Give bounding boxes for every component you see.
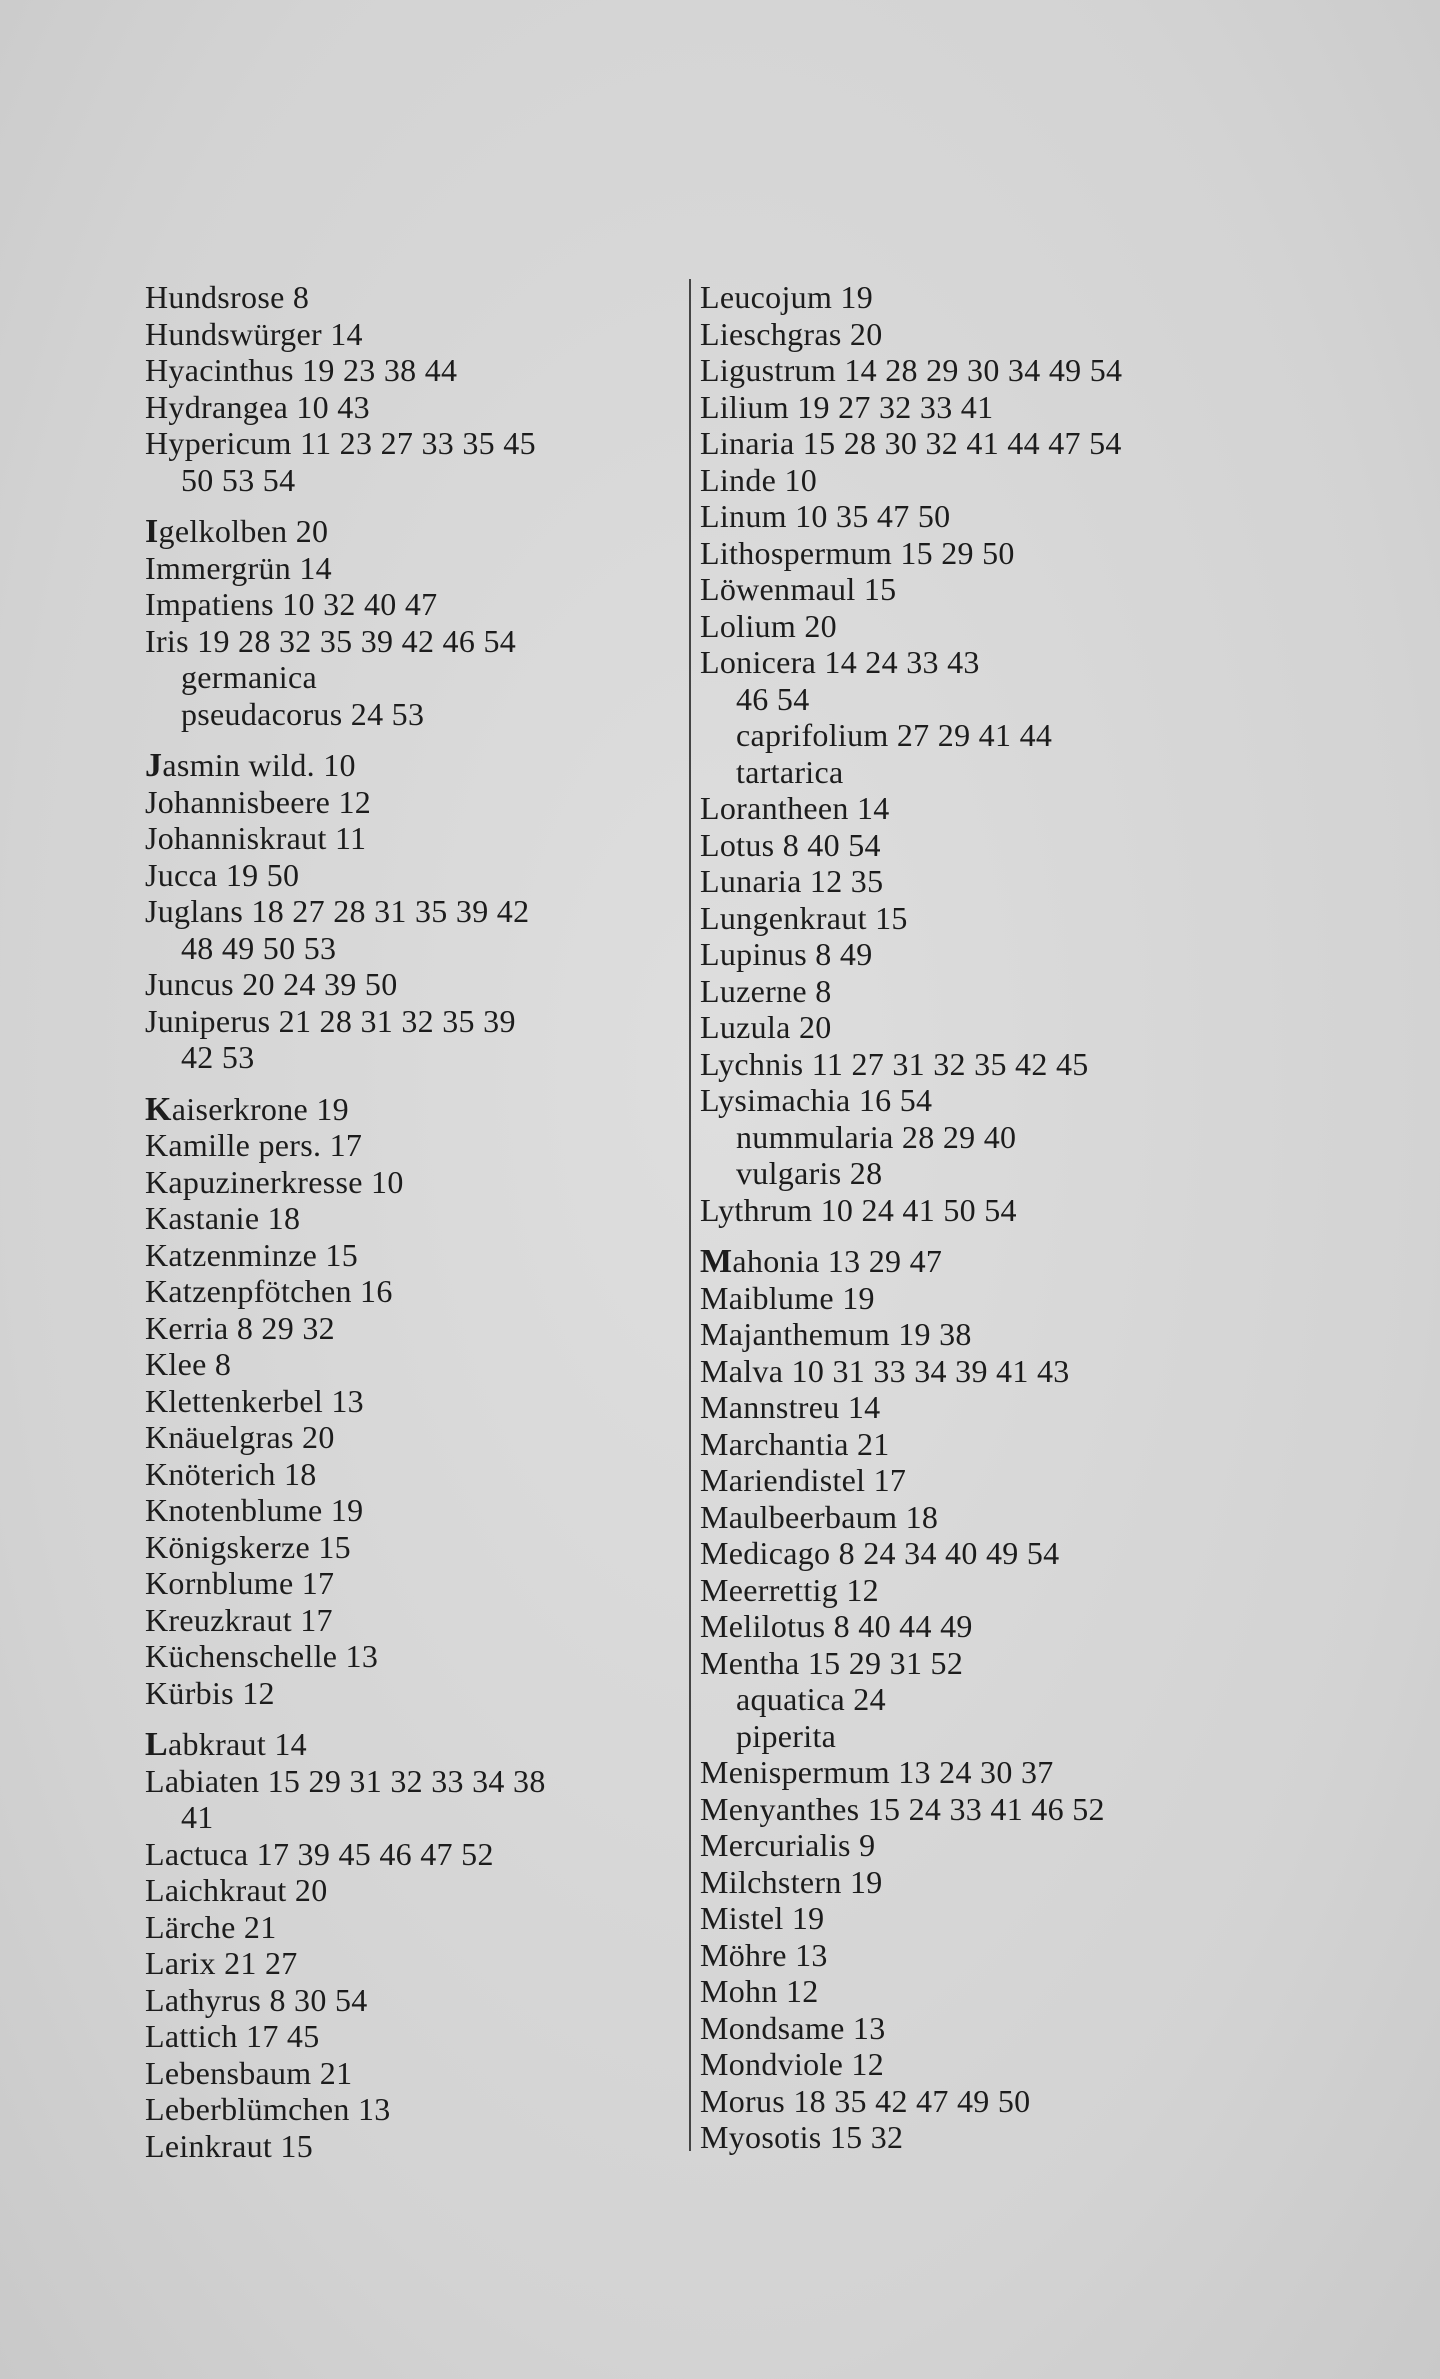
index-subentry [145,1799,685,1836]
entry-text: nummularia 28 29 40 [736,1118,1017,1155]
index-entry [700,462,1260,499]
index-entry [700,1937,1260,1974]
index-entry [700,1791,1260,1828]
entry-text: Melilotus 8 40 44 49 [700,1608,973,1644]
index-subentry [700,1718,1260,1755]
index-entry [145,2091,685,2128]
entry-text: aquatica 24 [736,1681,886,1717]
entry-text: Larix 21 27 [145,1945,298,1981]
entry-text: Morus 18 35 42 47 49 50 [700,2082,1031,2119]
index-entry [145,1602,685,1639]
index-entry [700,1280,1260,1317]
entry-text: 41 [181,1799,214,1835]
index-entry [145,1675,685,1712]
index-entry [145,316,685,353]
entry-text: Hundsrose 8 [145,279,310,315]
index-entry [145,747,685,784]
index-entry [145,1565,685,1602]
entry-text: Mercurialis 9 [700,1827,876,1863]
index-entry [700,389,1260,426]
entry-text: Lorantheen 14 [700,790,890,826]
entry-text: piperita [736,1717,837,1754]
entry-text: Juniperus 21 28 31 32 35 39 [145,1002,516,1039]
index-subentry [700,1119,1260,1156]
entry-text: Leucojum 19 [700,279,874,315]
entry-text: Lattich 17 45 [145,2018,320,2054]
index-entry [145,352,685,389]
entry-text: Lathyrus 8 30 54 [145,1981,368,2018]
index-entry [145,1909,685,1946]
index-entry [700,1243,1260,1280]
index-entry [145,820,685,857]
entry-text: gelkolben 20 [158,513,329,549]
entry-text: Mistel 19 [700,1900,825,1936]
entry-text: Johanniskraut 11 [145,820,367,856]
entry-text: Kastanie 18 [145,1200,301,1236]
index-subentry [700,1155,1260,1192]
index-entry [700,1754,1260,1791]
entry-text: Leinkraut 15 [145,2127,313,2164]
entry-text: asmin wild. 10 [162,747,356,783]
index-subentry [145,659,685,696]
index-subentry [145,462,685,499]
index-entry [145,2018,685,2055]
entry-text: Kreuzkraut 17 [145,1601,333,1638]
entry-text: Mannstreu 14 [700,1389,881,1425]
entry-text: Lungenkraut 15 [700,899,908,936]
entry-text: Katzenpfötchen 16 [145,1273,393,1309]
entry-text: 48 49 50 53 [181,929,337,966]
entry-text: Iris 19 28 32 35 39 42 46 54 [145,622,517,659]
index-entry [700,1316,1260,1353]
entry-text: Lotus 8 40 54 [700,826,881,863]
entry-text: Kerria 8 29 32 [145,1309,335,1346]
entry-text: Leberblümchen 13 [145,2091,391,2127]
index-entry [145,1091,685,1128]
entry-text: Majanthemum 19 38 [700,1316,972,1352]
index-entry [700,973,1260,1010]
index-entry [145,1982,685,2019]
entry-text: Ligustrum 14 28 29 30 34 49 54 [700,352,1123,388]
entry-text: Lebensbaum 21 [145,2054,353,2091]
index-entry [700,1645,1260,1682]
entry-text: Lieschgras 20 [700,315,883,352]
index-entry [145,1945,685,1982]
entry-text: Mondsame 13 [700,2009,886,2046]
entry-text: Menispermum 13 24 30 37 [700,1754,1054,1790]
index-entry [145,389,685,426]
index-entry [145,966,685,1003]
index-entry [145,1763,685,1800]
index-entry [145,1310,685,1347]
entry-text: Kürbis 12 [145,1674,275,1711]
entry-text: Myosotis 15 32 [700,2119,904,2155]
section-initial-letter: K [145,1090,172,1128]
entry-text: Medicago 8 24 34 40 49 54 [700,1535,1060,1571]
index-entry [700,2010,1260,2047]
entry-text: pseudacorus 24 53 [181,695,425,732]
index-entry [700,790,1260,827]
index-entry [145,279,685,316]
index-entry [145,893,685,930]
entry-text: Lolium 20 [700,607,837,644]
entry-text: Labiaten 15 29 31 32 33 34 38 [145,1762,546,1799]
section-initial-letter: I [145,513,159,550]
entry-text: 50 53 54 [181,461,296,498]
index-entry [700,1864,1260,1901]
entry-text: Mariendistel 17 [700,1462,907,1498]
entry-text: Hundswürger 14 [145,315,363,352]
index-entry [700,535,1260,572]
index-entry [145,1456,685,1493]
entry-text: Lunaria 12 35 [700,863,884,899]
entry-text: Mentha 15 29 31 52 [700,1644,964,1681]
index-entry [700,1572,1260,1609]
entry-text: Luzerne 8 [700,972,832,1009]
entry-text: Kornblume 17 [145,1565,335,1601]
entry-text: Königskerze 15 [145,1528,351,1565]
entry-text: Malva 10 31 33 34 39 41 43 [700,1352,1070,1389]
index-column-left [145,279,685,2164]
entry-text: Hypericum 11 23 27 33 35 45 [145,425,536,461]
index-subentry [700,717,1260,754]
index-entry [700,1389,1260,1426]
entry-text: Löwenmaul 15 [700,571,897,607]
index-entry [700,316,1260,353]
entry-text: Lythrum 10 24 41 50 54 [700,1191,1017,1228]
entry-text: Küchenschelle 13 [145,1638,379,1674]
index-entry [700,279,1260,316]
entry-text: Hyacinthus 19 23 38 44 [145,352,458,388]
index-entry [145,1419,685,1456]
entry-text: Hydrangea 10 43 [145,388,370,425]
index-entry [700,936,1260,973]
entry-text: Impatiens 10 32 40 47 [145,586,438,622]
entry-text: Lychnis 11 27 31 32 35 42 45 [700,1045,1089,1082]
index-entry [145,1529,685,1566]
entry-text: Lysimachia 16 54 [700,1082,933,1118]
entry-text: vulgaris 28 [736,1155,883,1191]
entry-text: Lactuca 17 39 45 46 47 52 [145,1835,494,1872]
index-subentry [145,930,685,967]
entry-text: aiserkrone 19 [171,1090,349,1127]
entry-text: Linum 10 35 47 50 [700,498,951,534]
index-subentry [700,1681,1260,1718]
index-subentry [700,754,1260,791]
index-subentry [145,696,685,733]
index-entry [145,1346,685,1383]
index-entry [700,2083,1260,2120]
index-subentry [145,1039,685,1076]
index-entry [700,571,1260,608]
index-entry [145,1237,685,1274]
index-entry [700,1009,1260,1046]
entry-text: Linde 10 [700,461,818,498]
entry-text: Linaria 15 28 30 32 41 44 47 54 [700,425,1122,461]
entry-text: ahonia 13 29 47 [732,1243,943,1279]
index-entry [145,425,685,462]
index-entry [700,2046,1260,2083]
entry-text: Maiblume 19 [700,1279,875,1316]
index-entry [700,425,1260,462]
index-subentry [700,681,1260,718]
entry-text: Marchantia 21 [700,1425,890,1462]
entry-text: Luzula 20 [700,1009,832,1045]
index-entry [700,1608,1260,1645]
entry-text: Knöterich 18 [145,1455,317,1492]
index-entry [145,1726,685,1763]
entry-text: Lonicera 14 24 33 43 [700,644,980,680]
entry-text: Lilium 19 27 32 33 41 [700,388,994,425]
index-entry [700,1353,1260,1390]
entry-text: Kamille pers. 17 [145,1127,363,1163]
column-divider [689,279,691,2151]
index-entry [145,1383,685,1420]
entry-text: Mohn 12 [700,1973,819,2009]
index-column-right [700,279,1260,2156]
index-entry [145,857,685,894]
index-entry [700,900,1260,937]
index-entry [145,1200,685,1237]
entry-text: Jucca 19 50 [145,856,300,893]
entry-text: Möhre 13 [700,1936,828,1973]
index-entry [145,1003,685,1040]
index-entry [145,1492,685,1529]
entry-text: Klettenkerbel 13 [145,1382,364,1419]
entry-text: Menyanthes 15 24 33 41 46 52 [700,1790,1105,1827]
entry-text: Milchstern 19 [700,1863,883,1900]
entry-text: Immergrün 14 [145,549,332,586]
index-entry [145,513,685,550]
index-entry [700,352,1260,389]
index-entry [700,1499,1260,1536]
index-entry [700,1900,1260,1937]
entry-text: Juglans 18 27 28 31 35 39 42 [145,893,530,929]
index-entry [145,2055,685,2092]
entry-text: Kapuzinerkresse 10 [145,1163,404,1200]
entry-text: Lärche 21 [145,1908,277,1945]
index-entry [145,784,685,821]
index-entry [145,623,685,660]
index-entry [700,1082,1260,1119]
section-initial-letter: L [145,1726,168,1763]
index-entry [700,827,1260,864]
entry-text: Lupinus 8 49 [700,936,873,972]
index-entry [700,498,1260,535]
entry-text: Juncus 20 24 39 50 [145,966,398,1002]
index-entry [145,586,685,623]
entry-text: Katzenminze 15 [145,1236,358,1273]
index-entry [700,1426,1260,1463]
index-entry [700,608,1260,645]
entry-text: abkraut 14 [167,1726,307,1762]
entry-text: 46 54 [736,680,810,717]
index-entry [700,1462,1260,1499]
index-entry [145,1127,685,1164]
entry-text: Laichkraut 20 [145,1872,328,1908]
index-entry [145,2128,685,2165]
section-initial-letter: M [700,1243,733,1280]
index-entry [700,2119,1260,2156]
index-entry [145,550,685,587]
entry-text: Maulbeerbaum 18 [700,1498,939,1535]
index-entry [145,1638,685,1675]
entry-text: Klee 8 [145,1346,232,1382]
entry-text: Mondviole 12 [700,2046,885,2082]
entry-text: 42 53 [181,1039,255,1075]
index-entry [700,644,1260,681]
index-entry [145,1836,685,1873]
entry-text: Lithospermum 15 29 50 [700,534,1015,571]
index-entry [700,1046,1260,1083]
index-entry [700,863,1260,900]
index-entry [145,1273,685,1310]
index-entry [700,1973,1260,2010]
index-entry [145,1872,685,1909]
entry-text: Meerrettig 12 [700,1571,879,1608]
entry-text: caprifolium 27 29 41 44 [736,717,1053,753]
index-entry [145,1164,685,1201]
entry-text: Johannisbeere 12 [145,783,372,820]
entry-text: germanica [181,659,317,695]
index-entry [700,1192,1260,1229]
entry-text: Knäuelgras 20 [145,1419,335,1455]
index-entry [700,1535,1260,1572]
index-entry [700,1827,1260,1864]
entry-text: Knotenblume 19 [145,1492,364,1528]
entry-text: tartarica [736,753,844,790]
section-initial-letter: J [145,747,163,784]
